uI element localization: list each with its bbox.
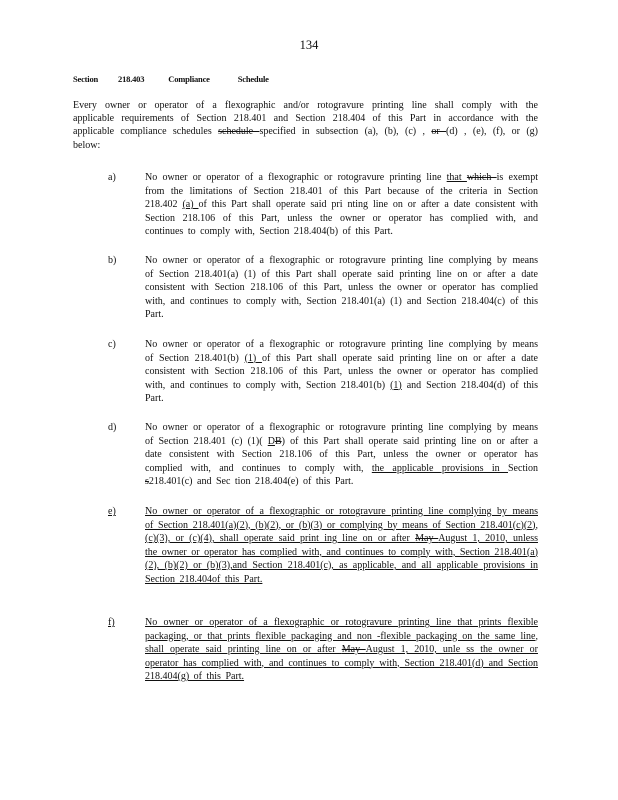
- text: No owner or operator of a flexographic or rotogravure printing line complying by means of Section 218.401(b): [145, 339, 538, 364]
- deleted-text: schedule: [218, 126, 260, 138]
- subsection-label: a): [108, 172, 116, 183]
- inserted-text: D: [267, 435, 275, 447]
- deleted-text: May: [341, 644, 366, 655]
- subsection-c: [108, 338, 538, 406]
- deleted-text: which: [466, 172, 497, 183]
- subsection-label: e): [108, 506, 116, 517]
- subsection-label: c): [108, 339, 116, 350]
- subsection-label: b): [108, 255, 117, 266]
- section-title-word-2: Schedule: [237, 74, 269, 84]
- text: 218.401(c) and Sec tion 218.404(e) of this Part.: [148, 476, 354, 487]
- page-number: 134: [299, 38, 319, 52]
- inserted-text: the applicable provisions in: [371, 462, 508, 474]
- subsection-f: [108, 616, 538, 684]
- text: ) of this Part shall operate said printing line on or after a date consistent with Section 218.106 of this Part, unless the owner or operator has complied with, and continues to comply with,: [145, 435, 538, 474]
- text: No owner or operator of a flexographic or rotogravure printing line complying by means of Section 218.401 (c) (1)(: [145, 422, 538, 447]
- subsection-label: d): [108, 422, 117, 433]
- intro-text: (d) , (e), (f), or (g) below:: [73, 126, 538, 151]
- inserted-text: (a): [182, 199, 199, 210]
- intro-text: Every owner or operator of a flexographic and/or rotogravure printing line shall comply with the applicable requirements of Section 218.401 and Section 218.404 of this Part in accordance with the applicable compliance schedules: [73, 100, 538, 138]
- subsection-b: [108, 254, 538, 322]
- inserted-text: (1): [390, 379, 402, 391]
- text: and Section 218.404(d) of this Part.: [145, 379, 539, 404]
- intro-text: specified in subsection (a), (b), (c) ,: [259, 126, 432, 138]
- inserted-text: that: [446, 172, 467, 183]
- text: Section: [508, 462, 538, 474]
- section-heading: [73, 74, 269, 84]
- subsection-label: f): [108, 617, 115, 628]
- text: is exempt from the limitations of Section 218.401 of this Part because of the criteria in Section 218.402: [145, 172, 538, 210]
- deleted-text: or: [431, 126, 447, 138]
- inserted-text: August 1, 2010, unless the owner or operator has complied with, and continues to comply with, Section 218.401(a)(2), (b)(2) or (b)(3),and Section 218.401(c), as applicable, and all applicable provisions in Section 218.404of this Part.: [145, 533, 538, 585]
- subsection-a: [108, 171, 538, 239]
- subsection-text: [145, 421, 538, 489]
- deleted-text: B: [274, 435, 282, 447]
- subsection-text: [145, 171, 538, 239]
- subsection-text: [145, 505, 538, 586]
- inserted-text: August 1, 2010, unle ss the owner or operator has complied with, and continues to comply with, Section 218.401(d) and Section 218.404(g) of this Part.: [145, 644, 538, 682]
- inserted-text: No owner or operator of a flexographic or rotogravure printing line complying by means of Section 218.401(a)(2), (b)(2), or (b)(3) or complying by means of Section 218.401(c)(2), (c)(3), or (c)(4), shall operate said print ing line on or after: [145, 506, 538, 544]
- text: No owner or operator of a flexographic or rotogravure printing line: [145, 172, 447, 183]
- inserted-text: (1): [244, 352, 262, 364]
- deleted-text: s: [145, 476, 149, 487]
- subsection-text: [145, 616, 538, 684]
- text: of this Part shall operate said pri nting line on or after a date consistent with Section 218.106 of this Part, unless the owner or operator has complied with, and continues to comply with, Section 218.404(b) of this Part.: [145, 199, 538, 237]
- subsection-text: [145, 338, 538, 406]
- section-label: Section: [73, 74, 99, 84]
- subsection-e: [108, 505, 538, 586]
- inserted-text: No owner or operator of a flexographic or rotogravure printing line that prints flexible packaging, or that prints flexible packaging and non -flexible packaging on the same line, shall operate said printing line on or after: [145, 617, 538, 655]
- intro-paragraph: [73, 99, 538, 152]
- subsection-d: [108, 421, 538, 489]
- deleted-text: May: [415, 533, 439, 544]
- section-number: 218.403: [118, 74, 145, 84]
- subsection-text: No owner or operator of a flexographic or rotogravure printing line complying by means of Section 218.401(a) (1) of this Part shall operate said printing line on or after a date consistent with Section 218.106 of this Part, unless the owner or operator has complied with, and continues to comply with, Section 218.401(a) (1) and Section 218.404(c) of this Part.: [145, 255, 538, 320]
- section-title-word-1: Compliance: [168, 74, 210, 84]
- text: of this Part shall operate said printing line on or after a date consistent with Section 218.106 of this Part, unless the owner or operator has complied with, and continues to comply with, Section 218.401(b): [145, 352, 538, 391]
